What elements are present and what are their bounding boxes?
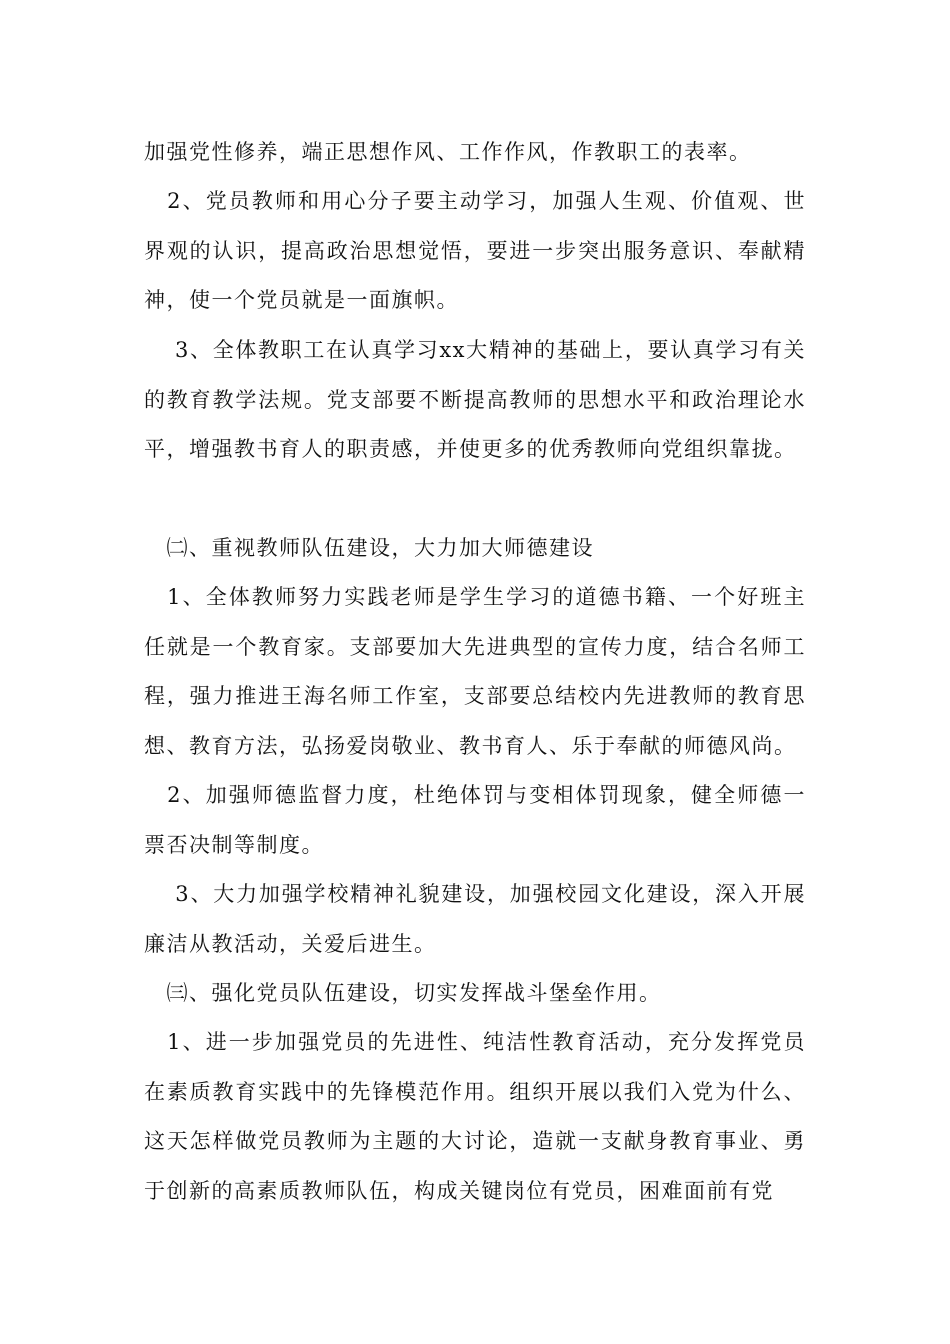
section-heading-3: ㈢、强化党员队伍建设，切实发挥战斗堡垒作用。: [144, 981, 662, 1005]
paragraph-2: 2、党员教师和用心分子要主动学习，加强人生观、价值观、世界观的认识，提高政治思想觉悟，要进一步突出服务意识、奉献精神，使一个党员就是一面旗帜。: [144, 189, 806, 312]
paragraph-1: 加强党性修养，端正思想作风、工作作风，作教职工的表率。: [144, 140, 752, 164]
paragraph-6: 3、大力加强学校精神礼貌建设，加强校园文化建设，深入开展廉洁从教活动，关爱后进生。: [144, 882, 806, 956]
paragraph-7: 1、进一步加强党员的先进性、纯洁性教育活动，充分发挥党员在素质教育实践中的先锋模范作用。组织开展以我们入党为什么、这天怎样做党员教师为主题的大讨论，造就一支献身教育事业、勇于创新的高素质教师队伍，构成关键岗位有党员，困难面前有党: [144, 1030, 806, 1203]
paragraph-5: 2、加强师德监督力度，杜绝体罚与变相体罚现象，健全师德一票否决制等制度。: [144, 783, 806, 857]
paragraph-3: 3、全体教职工在认真学习xx大精神的基础上，要认真学习有关的教育教学法规。党支部要不断提高教师的思想水平和政治理论水平，增强教书育人的职责感，并使更多的优秀教师向党组织靠拢。: [144, 338, 806, 461]
paragraph-4: 1、全体教师努力实践老师是学生学习的道德书籍、一个好班主任就是一个教育家。支部要加大先进典型的宣传力度，结合名师工程，强力推进王海名师工作室，支部要总结校内先进教师的教育思想、教育方法，弘扬爱岗敬业、教书育人、乐于奉献的师德风尚。: [144, 585, 806, 758]
section-heading-2: ㈡、重视教师队伍建设，大力加大师德建设: [144, 536, 594, 560]
